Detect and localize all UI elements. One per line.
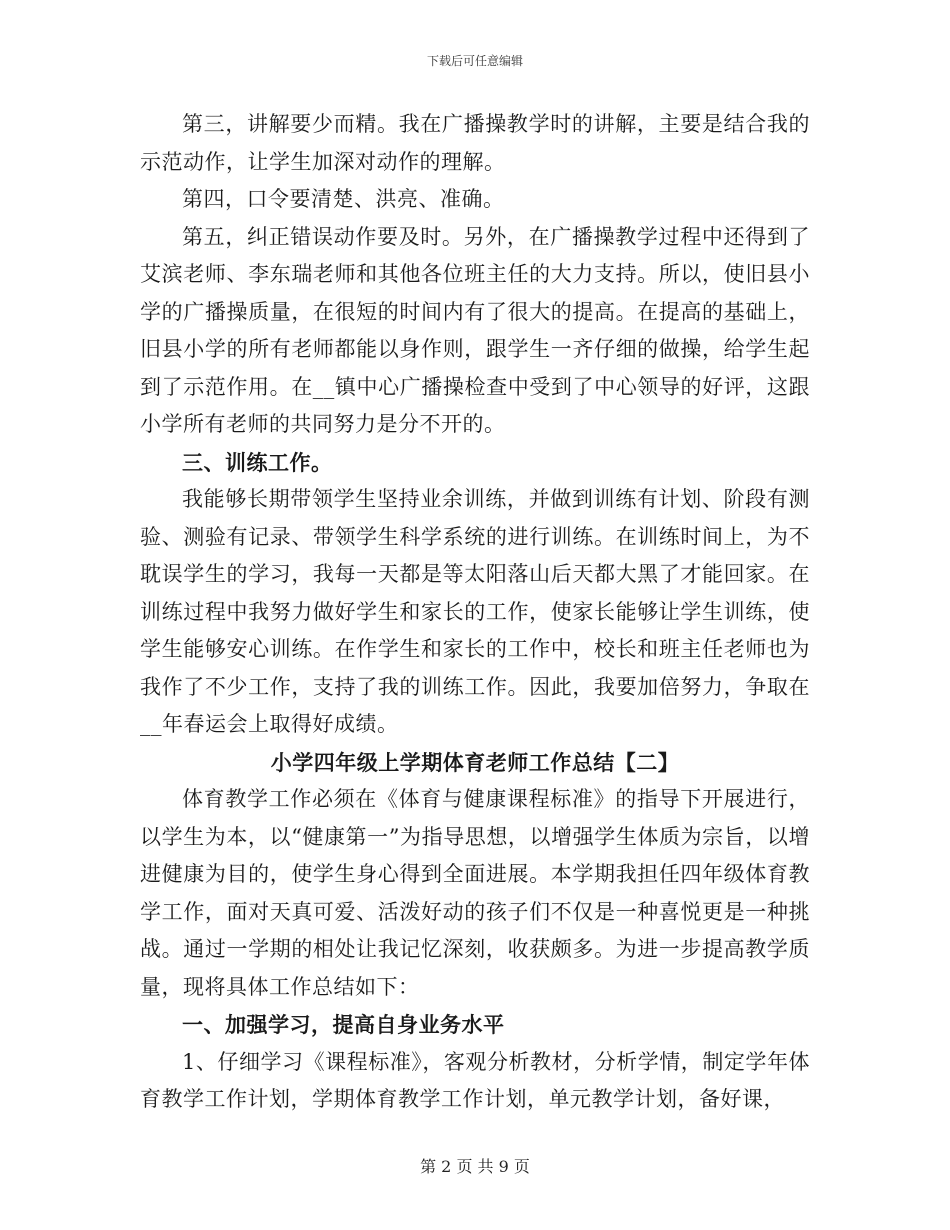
document-body — [140, 106, 810, 1119]
page-number: 第 2 页 共 9 页 — [420, 1157, 530, 1176]
document-title-part-two: 小学四年级上学期体育老师工作总结【二】 — [270, 749, 680, 775]
page-header: 下载后可任意编辑 — [426, 54, 523, 68]
paragraph-intro: 体育教学工作必须在《体育与健康课程标准》的指导下开展进行，以学生为本，以“健康第一”为指导思想，以增强学生体质为宗旨，以增进健康为目的，使学生身心得到全面进展。本学期我担任四年级体育教学工作，面对天真可爱、活泼好动的孩子们不仅是一种喜悦更是一种挑战。通过一学期的相处让我记忆深刻，收获颇多。为进一步提高教学质量，现将具体工作总结如下： — [140, 787, 810, 999]
paragraph-item-one: 1、仔细学习《课程标准》，客观分析教材，分析学情，制定学年体育教学工作计划，学期体育教学工作计划，单元教学计划，备好课， — [140, 1049, 810, 1111]
section-heading-training: 三、训练工作。 — [182, 449, 333, 475]
section-heading-study: 一、加强学习，提高自身业务水平 — [182, 1012, 505, 1037]
paragraph-point-three: 第三，讲解要少而精。我在广播操教学时的讲解，主要是结合我的示范动作，让学生加深对动作的理解。 — [140, 112, 810, 174]
paragraph-training: 我能够长期带领学生坚持业余训练，并做到训练有计划、阶段有测验、测验有记录、带领学生科学系统的进行训练。在训练时间上，为不耽误学生的学习，我每一天都是等太阳落山后天都大黑了才能回家。在训练过程中我努力做好学生和家长的工作，使家长能够让学生训练，使学生能够安心训练。在作学生和家长的工作中，校长和班主任老师也为我作了不少工作，支持了我的训练工作。因此，我要加倍努力，争取在__年春运会上取得好成绩。 — [140, 487, 810, 736]
paragraph-point-four: 第四，口令要清楚、洪亮、准确。 — [182, 187, 505, 211]
paragraph-point-five: 第五，纠正错误动作要及时。另外，在广播操教学过程中还得到了艾滨老师、李东瑞老师和其他各位班主任的大力支持。所以，使旧县小学的广播操质量，在很短的时间内有了很大的提高。在提高的基础上，旧县小学的所有老师都能以身作则，跟学生一齐仔细的做操，给学生起到了示范作用。在__镇中心广播操检查中受到了中心领导的好评，这跟小学所有老师的共同努力是分不开的。 — [140, 224, 810, 436]
